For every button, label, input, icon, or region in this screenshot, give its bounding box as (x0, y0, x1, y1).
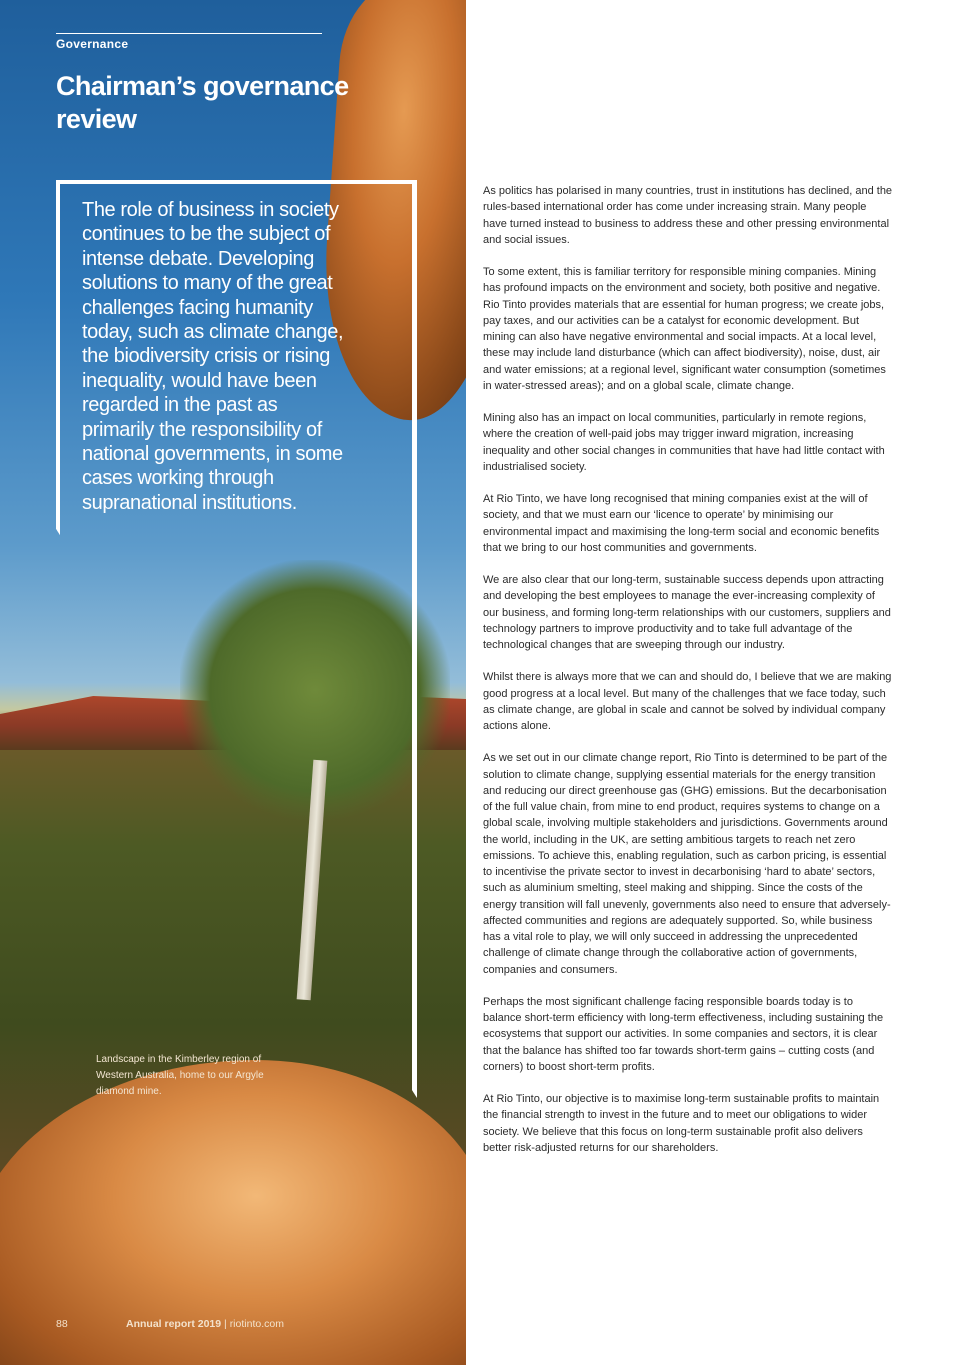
photo-caption: Landscape in the Kimberley region of Western Australia, home to our Argyle diamond mine. (96, 1054, 264, 1097)
website-link[interactable]: riotinto.com (229, 1318, 284, 1330)
body-paragraph: As politics has polarised in many countries, trust in institutions has declined, and the rules-based international order has come under increasing strain. Many people have turned instead to business to address these and other pressing environmental and social issues. (483, 185, 893, 246)
body-text-column (483, 183, 893, 1172)
body-paragraph: Perhaps the most significant challenge facing responsible boards today is to balance short-term efficiency with long-term effectiveness, including sustaining the ecosystems that support our activities. In some companies and sectors, it is clear that the balance has shifted too far towards short-term gains – cutting costs (and corners) to boost short-term profits. (483, 995, 884, 1073)
body-paragraph: To some extent, this is familiar territory for responsible mining companies. Mining has profound impacts on the environment and society, both positive and negative. Rio Tinto provides materials that are essential for human progress; we create jobs, pay taxes, and our activities can be a catalyst for economic development. But mining can also have negative environmental and social impacts. At a local level, these may include land disturbance (which can affect biodiversity), noise, dust, air and water emissions; at a regional level, significant water consumption (sometimes in water-stressed areas); and on a global scale, climate change. (483, 266, 886, 392)
body-paragraph: At Rio Tinto, our objective is to maximise long-term sustainable profits to maintain the financial strength to invest in the future and to meet our obligations to wider society. We believe that this focus on long-term sustainable profit also delivers better risk-adjusted returns for our shareholders. (483, 1093, 880, 1154)
page-footer (56, 1318, 284, 1330)
pull-quote: The role of business in society continues to be the subject of intense debate. Developing solutions to many of the great challenges facing humanity today, such as climate change, the biodiversity crisis or rising inequality, would have been regarded in the past as primarily the responsibility of national governments, in some cases working through supranational institutions. (82, 199, 344, 514)
page-title: Chairman’s governance review (56, 71, 349, 134)
body-paragraph: We are also clear that our long-term, sustainable success depends upon attracting and developing the best employees to manage the ever-increasing complexity of our business, and forming long-term relationships with our customers, suppliers and technology partners to improve productivity and to take full advantage of the technological changes that are sweeping through our industry. (483, 574, 891, 651)
body-paragraph: As we set out in our climate change report, Rio Tinto is determined to be part of the solution to climate change, supplying essential materials for the energy transition and reducing our direct greenhouse gas (GHG) emissions. But the decarbonisation of the full value chain, from mine to end product, requires systems to change on a global scale, involving multiple stakeholders and jurisdictions. Governments around the world, including in the UK, are setting ambitious targets to reach net zero emissions. To achieve this, enabling regulation, such as carbon pricing, is essential to incentivise the private sector to invest in decarbonising ‘hard to abate’ sectors, such as aluminium smelting, steel making and shipping. Since the costs of the energy transition will fall unevenly, governments also need to ensure that adversely-affected communities and regions are adequately supported. So, while business has a vital role to play, we will only succeed in addressing the unprecedented challenge of climate change through the collaborative action of governments, companies and consumers. (483, 752, 891, 976)
page-number: 88 (56, 1318, 68, 1330)
body-paragraph: Whilst there is always more that we can and should do, I believe that we are making good progress at a local level. But many of the challenges that we face today, such as climate change, are global in scale and cannot be solved by individual company actions alone. (483, 671, 892, 732)
body-paragraph: At Rio Tinto, we have long recognised that mining companies exist at the will of society, and that we must earn our ‘licence to operate’ by minimising our environmental impact and maximising the long-term social and economic benefits that we bring to our host communities and governments. (483, 493, 880, 554)
footer-separator: | (221, 1318, 230, 1330)
section-label: Governance (56, 37, 129, 51)
body-paragraph: Mining also has an impact on local communities, particularly in remote regions, where the creation of well-paid jobs may trigger inward migration, increasing inequality and other social changes in communities that have had little contact with industrialised society. (483, 412, 885, 473)
report-title: Annual report 2019 (126, 1318, 222, 1330)
section-divider (56, 33, 322, 34)
